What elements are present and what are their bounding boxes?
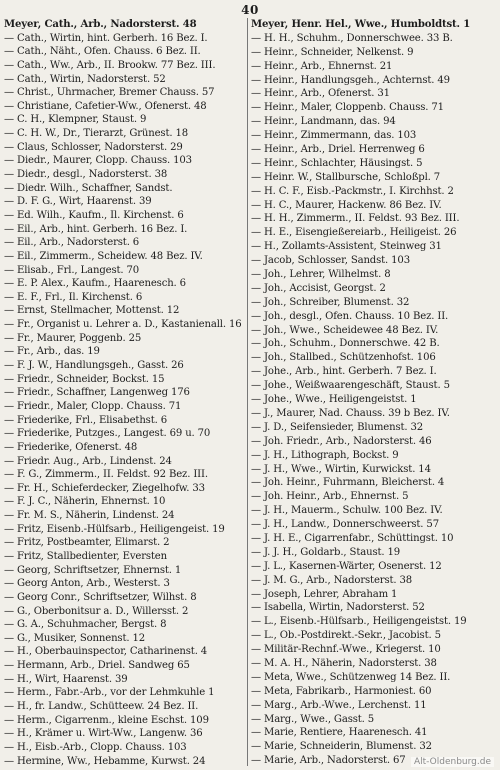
directory-entry: — G., Oberbonitsur a. D., Willersst. 2 bbox=[4, 605, 189, 617]
directory-entry: — H., fr. Landw., Schütteew. 24 Bez. II. bbox=[4, 701, 199, 713]
directory-entry: — H., Oberbauinspector, Catharinenst. 4 bbox=[4, 646, 208, 658]
directory-entry: — J. L., Kasernen-Wärter, Osenerst. 12 bbox=[251, 560, 442, 572]
directory-entry: — J. D., Seifensieder, Blumenst. 32 bbox=[251, 421, 424, 433]
directory-entry: — Georg Conr., Schriftsetzer, Wilhst. 8 bbox=[4, 591, 197, 603]
directory-entry: — Friedr., Schneider, Bockst. 15 bbox=[4, 373, 165, 385]
directory-entry: — E. P. Alex., Kaufm., Haarenesch. 6 bbox=[4, 278, 186, 290]
directory-entry: — H., Wirt, Haarenst. 39 bbox=[4, 673, 128, 685]
directory-entry: — Joh., Schreiber, Blumenst. 32 bbox=[251, 296, 410, 308]
directory-entry: — H., Zollamts-Assistent, Steinweg 31 bbox=[251, 241, 442, 253]
directory-entry: — C. H., Klempner, Staust. 9 bbox=[4, 114, 147, 126]
directory-entry: — Joh., Stallbed., Schützenhofst. 106 bbox=[251, 352, 436, 364]
directory-entry: — Meta, Fabrikarb., Harmoniest. 60 bbox=[251, 685, 432, 697]
directory-entry: — Herm., Cigarrenm., kleine Eschst. 109 bbox=[4, 714, 209, 726]
directory-entry: — Marg., Arb.-Wwe., Lerchenst. 11 bbox=[251, 699, 427, 711]
directory-entry: — Diedr. Wilh., Schaffner, Sandst. bbox=[4, 182, 173, 194]
directory-entry: — Heinr., Arb., Ofenerst. 31 bbox=[251, 88, 390, 100]
directory-entry: — Friedr., Maler, Clopp. Chauss. 71 bbox=[4, 400, 182, 412]
directory-entry: — F. J. W., Handlungsgeh., Gasst. 26 bbox=[4, 360, 184, 372]
directory-entry: — Hermine, Ww., Hebamme, Kurwst. 24 bbox=[4, 755, 206, 767]
directory-entry: Meyer, Cath., Arb., Nadorsterst. 48 bbox=[4, 19, 197, 30]
directory-entry: — Militär-Rechnf.-Wwe., Kriegerst. 10 bbox=[251, 644, 441, 656]
directory-entry: — Fr., Maurer, Poggenb. 25 bbox=[4, 332, 142, 344]
directory-entry: — Fr., Arb., das. 19 bbox=[4, 346, 100, 358]
directory-entry: — Heinr., Schneider, Nelkenst. 9 bbox=[251, 46, 414, 58]
directory-entry: — J. H., Landw., Donnerschweerst. 57 bbox=[251, 519, 439, 531]
directory-entry: — Eil., Arb., hint. Gerberh. 16 Bez. I. bbox=[4, 223, 188, 235]
directory-entry: — J. H., Mauerm., Schulw. 100 Bez. IV. bbox=[251, 505, 443, 517]
directory-entry: — Joh., Wwe., Scheidewee 48 Bez. IV. bbox=[251, 324, 439, 336]
directory-entry: — Friederike, Putzges., Langest. 69 u. 70 bbox=[4, 428, 211, 440]
directory-entry: — Heinr., Maler, Cloppenb. Chauss. 71 bbox=[251, 102, 444, 114]
directory-entry: — Joseph, Lehrer, Abraham 1 bbox=[251, 588, 398, 600]
directory-entry: — Isabella, Wirtin, Nadorsterst. 52 bbox=[251, 602, 425, 614]
directory-entry: — J. H., Wwe., Wirtin, Kurwickst. 14 bbox=[251, 463, 431, 475]
directory-entry: — Joh., Lehrer, Wilhelmst. 8 bbox=[251, 269, 391, 281]
directory-entry: — Herm., Fabr.-Arb., vor der Lehmkuhle 1 bbox=[4, 687, 215, 699]
directory-entry: — Friederike, Ofenerst. 48 bbox=[4, 441, 138, 453]
directory-entry: — Marie, Arb., Nadorsterst. 67 bbox=[251, 755, 406, 767]
directory-entry: — Fr. H., Schieferdecker, Ziegelhofw. 33 bbox=[4, 482, 205, 494]
watermark: Alt-Oldenburg.de bbox=[411, 757, 494, 767]
directory-entry: — Friedr., Schaffner, Langenweg 176 bbox=[4, 387, 190, 399]
directory-entry: — Ed. Wilh., Kaufm., Il. Kirchenst. 6 bbox=[4, 209, 184, 221]
directory-entry: — Georg Anton, Arb., Westerst. 3 bbox=[4, 578, 170, 590]
directory-entry: — Heinr., Arb., Ehnernst. 21 bbox=[251, 60, 393, 72]
directory-entry: — H., Krämer u. Wirt-Ww., Langenw. 36 bbox=[4, 728, 203, 740]
directory-entry: — C. H. W., Dr., Tierarzt, Grünest. 18 bbox=[4, 128, 189, 140]
directory-entry: — Jacob, Schlosser, Sandst. 103 bbox=[251, 255, 410, 267]
left-column bbox=[4, 19, 248, 767]
column-divider bbox=[247, 18, 248, 766]
directory-entry: — Joh., Accisist, Georgst. 2 bbox=[251, 282, 386, 294]
directory-entry: — Heinr., Zimmermann, das. 103 bbox=[251, 130, 417, 142]
directory-entry: — Fritz, Stallbedienter, Eversten bbox=[4, 550, 167, 562]
directory-entry: — Hermann, Arb., Driel. Sandweg 65 bbox=[4, 660, 190, 672]
directory-entry: — Heinr., Handlungsgeh., Achternst. 49 bbox=[251, 74, 450, 86]
directory-entry: — F. G., Zimmerm., II. Feldst. 92 Bez. III. bbox=[4, 469, 208, 481]
page-number: 40 bbox=[241, 3, 259, 17]
directory-entry: — J. M. G., Arb., Nadorsterst. 38 bbox=[251, 574, 413, 586]
directory-entry: — Eil., Zimmerm., Scheidew. 48 Bez. IV. bbox=[4, 250, 203, 262]
directory-entry: — G. A., Schuhmacher, Bergst. 8 bbox=[4, 619, 167, 631]
directory-entry: — Georg, Schriftsetzer, Ehnernst. 1 bbox=[4, 564, 182, 576]
directory-entry: — Joh., desgl., Ofen. Chauss. 10 Bez. II. bbox=[251, 310, 449, 322]
directory-entry: — Diedr., desgl., Nadorsterst. 38 bbox=[4, 169, 168, 181]
directory-entry: — Diedr., Maurer, Clopp. Chauss. 103 bbox=[4, 155, 192, 167]
directory-entry: — J. H., Lithograph, Bockst. 9 bbox=[251, 449, 399, 461]
directory-entry: — J. H. E., Cigarrenfabr., Schüttingst. 10 bbox=[251, 532, 454, 544]
right-column bbox=[251, 19, 495, 767]
directory-entry: — G., Musiker, Sonnenst. 12 bbox=[4, 632, 146, 644]
directory-entry: — Fr., Organist u. Lehrer a. D., Kastanienall. 16 bbox=[4, 319, 242, 331]
directory-entry: — Ernst, Stellmacher, Mottenst. 12 bbox=[4, 305, 180, 317]
directory-entry: — D. F. G., Wirt, Haarenst. 39 bbox=[4, 196, 152, 208]
directory-entry: — Marg., Wwe., Gasst. 5 bbox=[251, 713, 375, 725]
directory-entry: — Joh. Heinr., Arb., Ehnernst. 5 bbox=[251, 491, 409, 503]
directory-entry: — Meta, Wwe., Schützenweg 14 Bez. II. bbox=[251, 671, 451, 683]
directory-entry: — Christ., Uhrmacher, Bremer Chauss. 57 bbox=[4, 87, 215, 99]
directory-entry: — H. H., Zimmerm., II. Feldst. 93 Bez. III. bbox=[251, 213, 460, 225]
directory-entry: — Heinr., Landmann, das. 94 bbox=[251, 116, 396, 128]
directory-entry: — Johe., Wwe., Heiligengeistst. 1 bbox=[251, 394, 417, 406]
directory-entry: — F. J. C., Näherin, Ehnernst. 10 bbox=[4, 496, 166, 508]
directory-entry: — Joh., Schuhm., Donnerschwe. 42 B. bbox=[251, 338, 440, 350]
directory-entry: — Cath., Wirtin, Nadorsterst. 52 bbox=[4, 73, 166, 85]
directory-entry: — Heinr. W., Stallbursche, Schloßpl. 7 bbox=[251, 171, 441, 183]
directory-entry: — Johe., Weißwaarengeschäft, Staust. 5 bbox=[251, 380, 450, 392]
directory-entry: — M. A. H., Näherin, Nadorsterst. 38 bbox=[251, 657, 437, 669]
directory-entry: — Fritz, Eisenb.-Hülfsarb., Heiligengeist. 19 bbox=[4, 523, 225, 535]
directory-entry: — Cath., Näht., Ofen. Chauss. 6 Bez. II. bbox=[4, 46, 201, 58]
directory-entry: — H. C., Maurer, Hackenw. 86 Bez. IV. bbox=[251, 199, 442, 211]
directory-entry: — L., Eisenb.-Hülfsarb., Heiligengeistst. 19 bbox=[251, 616, 467, 628]
directory-entry: — L., Ob.-Postdirekt.-Sekr., Jacobist. 5 bbox=[251, 630, 441, 642]
directory-entry: — Marie, Schneiderin, Blumenst. 32 bbox=[251, 741, 432, 753]
directory-entry: — H., Eisb.-Arb., Clopp. Chauss. 103 bbox=[4, 741, 187, 753]
directory-entry: — Fr. M. S., Näherin, Lindenst. 24 bbox=[4, 510, 175, 522]
directory-entry: — Fritz, Postbeamter, Elimarst. 2 bbox=[4, 537, 170, 549]
directory-entry: — Joh. Heinr., Fuhrmann, Bleicherst. 4 bbox=[251, 477, 445, 489]
directory-entry: — Eil., Arb., Nadorsterst. 6 bbox=[4, 237, 140, 249]
directory-entry: — H. C. F., Eisb.-Packmstr., I. Kirchhst. 2 bbox=[251, 185, 454, 197]
directory-entry: — Marie, Rentiere, Haarenesch. 41 bbox=[251, 727, 428, 739]
directory-entry: — Friederike, Frl., Elisabethst. 6 bbox=[4, 414, 167, 426]
directory-entry: — H. H., Schuhm., Donnerschwee. 33 B. bbox=[251, 32, 453, 44]
directory-entry: — Friedr. Aug., Arb., Lindenst. 24 bbox=[4, 455, 172, 467]
directory-entry: — H. E., Eisengießereiarb., Heiligeist. 26 bbox=[251, 227, 457, 239]
directory-entry: — E. F., Frl., Il. Kirchenst. 6 bbox=[4, 291, 143, 303]
directory-entry: — Heinr., Schlachter, Häusingst. 5 bbox=[251, 157, 423, 169]
directory-entry: — Elisab., Frl., Langest. 70 bbox=[4, 264, 140, 276]
directory-entry: — Claus, Schlosser, Nadorsterst. 29 bbox=[4, 141, 183, 153]
directory-entry: — Cath., Ww., Arb., II. Brookw. 77 Bez. III. bbox=[4, 59, 216, 71]
directory-entry: — J., Maurer, Nad. Chauss. 39 b Bez. IV. bbox=[251, 407, 450, 419]
directory-entry: — Christiane, Cafetier-Ww., Ofenerst. 48 bbox=[4, 100, 207, 112]
directory-entry: — Joh. Friedr., Arb., Nadorsterst. 46 bbox=[251, 435, 432, 447]
directory-entry: — J. J. H., Goldarb., Staust. 19 bbox=[251, 546, 401, 558]
directory-entry: — Cath., Wirtin, hint. Gerberh. 16 Bez. I. bbox=[4, 32, 208, 44]
directory-entry: — Johe., Arb., hint. Gerberh. 7 Bez. I. bbox=[251, 366, 437, 378]
directory-entry: — Heinr., Arb., Driel. Herrenweg 6 bbox=[251, 144, 425, 156]
directory-entry: Meyer, Henr. Hel., Wwe., Humboldtst. 1 bbox=[251, 19, 471, 30]
